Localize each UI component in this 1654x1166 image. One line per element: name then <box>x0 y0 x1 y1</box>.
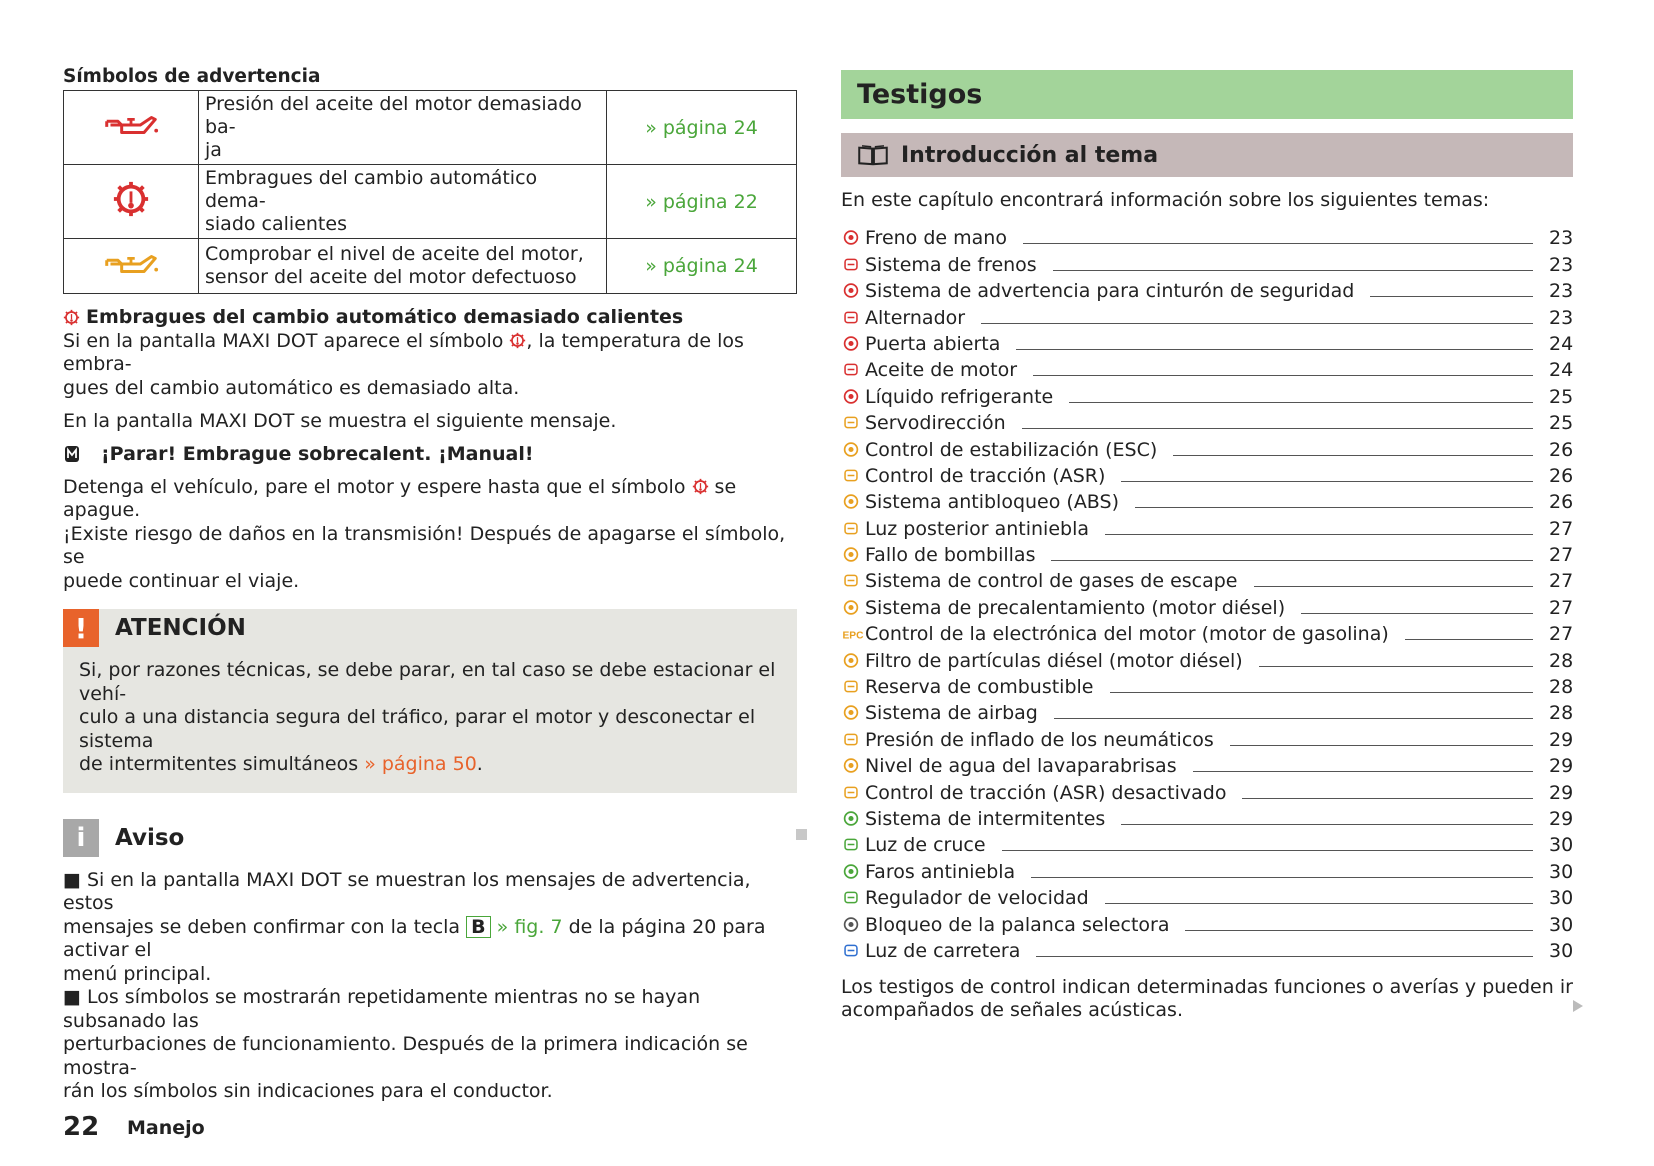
leader-line <box>1054 718 1533 719</box>
page-link[interactable]: » página 22 <box>607 165 797 239</box>
topic-row[interactable] <box>841 856 1573 882</box>
topic-page-number: 24 <box>1549 359 1574 382</box>
oil-level-yellow-icon <box>103 250 159 278</box>
topic-page-number: 28 <box>1549 676 1574 699</box>
notice-text: ■ Si en la pantalla MAXI DOT se muestran los mensajes de advertencia, estos mensajes se deben confirmar con la tecla B » fig. 7 de la página 20 para activar el menú principal. ■ Los símbolos se mostrarán repetidamente mientras no se hayan subsanado las perturbaciones de funcionamiento. Después de la primera indicación se mostra- rán los símbolos sin indicaciones para el conductor. <box>63 868 766 1102</box>
topic-label: Sistema de intermitentes <box>865 807 1106 830</box>
glow-plug-icon <box>841 599 861 616</box>
leader-line <box>1259 666 1533 667</box>
paragraph: Detenga el vehículo, pare el motor y espere hasta que el símbolo se apague. <box>63 475 737 521</box>
figure-link[interactable]: » fig. 7 <box>496 915 563 938</box>
page-number: 22 <box>63 1112 100 1142</box>
parking-brake-icon <box>841 229 861 246</box>
topic-label: Luz de cruce <box>865 834 986 857</box>
washer-fluid-icon <box>841 757 861 774</box>
topic-label: Faros antiniebla <box>865 860 1016 883</box>
leader-line <box>1185 930 1533 931</box>
topic-label: Control de estabilización (ESC) <box>865 438 1158 461</box>
topic-page-number: 30 <box>1549 939 1574 962</box>
warning-text: Si, por razones técnicas, se debe parar, en tal caso se debe estacionar el vehí- <box>79 659 776 705</box>
topic-row[interactable] <box>841 883 1573 909</box>
warning-symbols-table <box>63 90 797 294</box>
leader-line <box>1105 534 1533 535</box>
topic-page-number: 23 <box>1549 253 1574 276</box>
topic-page-number: 30 <box>1549 887 1574 910</box>
table-row <box>64 239 797 294</box>
topic-page-number: 27 <box>1549 596 1574 619</box>
alternator-icon <box>841 309 861 326</box>
leader-line <box>1110 692 1534 693</box>
table-cell-text: sensor del aceite del motor defectuoso <box>205 266 577 288</box>
closing-text: Los testigos de control indican determinadas funciones o averías y pueden ir acompañados de señales acústicas. <box>841 975 1573 1022</box>
topic-label: Nivel de agua del lavaparabrisas <box>865 755 1177 778</box>
leader-line <box>1036 956 1533 957</box>
topic-page-number: 30 <box>1549 834 1574 857</box>
leader-line <box>1051 560 1533 561</box>
topic-label: Sistema de airbag <box>865 702 1038 725</box>
leader-line <box>1105 903 1533 904</box>
topic-label: Control de tracción (ASR) desactivado <box>865 781 1227 804</box>
leader-line <box>1135 507 1533 508</box>
gearbox-temp-red-icon <box>509 332 526 349</box>
topic-label: Líquido refrigerante <box>865 385 1054 408</box>
topic-label: Bloqueo de la palanca selectora <box>865 913 1170 936</box>
intro-title-bar <box>841 133 1573 177</box>
paragraph: puede continuar el viaje. <box>63 569 300 592</box>
paragraph: Si en la pantalla MAXI DOT aparece el símbolo , la temperatura de los embra- <box>63 329 744 375</box>
table-cell-text: Comprobar el nivel de aceite del motor, <box>205 243 584 265</box>
topic-page-number: 30 <box>1549 860 1574 883</box>
low-beam-icon <box>841 836 861 853</box>
paragraph: gues del cambio automático es demasiado alta. <box>63 376 520 399</box>
topic-page-number: 25 <box>1549 412 1574 435</box>
topic-row[interactable] <box>841 672 1573 698</box>
warning-box: ! ATENCIÓN Si, por razones técnicas, se debe parar, en tal caso se debe estacionar el vehí- culo a una distancia segura del tráfico, parar el motor y desconectar el sistema de intermitentes simultáneos » página 50. <box>63 609 797 793</box>
topic-label: Sistema antibloqueo (ABS) <box>865 491 1119 514</box>
topic-label: Luz posterior antiniebla <box>865 517 1090 540</box>
leader-line <box>1016 349 1533 350</box>
key-b-badge: B <box>466 916 490 938</box>
topic-row[interactable] <box>841 434 1573 460</box>
topic-label: Servodirección <box>865 412 1006 435</box>
epc-icon <box>841 625 864 642</box>
leader-line <box>1254 586 1534 587</box>
paragraph: En la pantalla MAXI DOT se muestra el siguiente mensaje. <box>63 410 617 432</box>
topic-row[interactable] <box>841 223 1573 249</box>
topic-page-number: 23 <box>1549 280 1574 303</box>
topic-page-number: 26 <box>1549 464 1574 487</box>
warning-title: ATENCIÓN <box>115 615 246 641</box>
topic-list <box>841 223 1573 962</box>
notice-title: Aviso <box>115 824 185 851</box>
display-message: ¡Parar! Embrague sobrecalent. ¡Manual! <box>63 442 797 466</box>
coolant-icon <box>841 388 861 405</box>
abs-icon <box>841 493 861 510</box>
leader-line <box>1301 613 1533 614</box>
topic-label: Control de tracción (ASR) <box>865 464 1106 487</box>
topic-page-number: 27 <box>1549 544 1574 567</box>
tyre-pressure-icon <box>841 731 861 748</box>
leader-line <box>1230 745 1533 746</box>
asr-icon <box>841 467 861 484</box>
topic-row[interactable] <box>841 276 1573 302</box>
topic-row[interactable] <box>841 302 1573 328</box>
topic-label: Alternador <box>865 306 966 329</box>
gearbox-temp-red-icon <box>63 309 80 326</box>
intro-text: En este capítulo encontrará información sobre los siguientes temas: <box>841 189 1490 211</box>
topic-page-number: 24 <box>1549 332 1574 355</box>
page-link[interactable]: » página 24 <box>607 239 797 294</box>
gearbox-temp-red-icon <box>112 180 150 218</box>
door-open-icon <box>841 335 861 352</box>
fog-light-icon <box>841 863 861 880</box>
leader-line <box>1121 481 1533 482</box>
leader-line <box>981 323 1533 324</box>
topic-label: Sistema de precalentamiento (motor diésel) <box>865 596 1286 619</box>
topic-page-number: 27 <box>1549 570 1574 593</box>
topic-label: Regulador de velocidad <box>865 887 1089 910</box>
topic-row[interactable] <box>841 329 1573 355</box>
esc-icon <box>841 441 861 458</box>
bulb-fail-icon <box>841 546 861 563</box>
topic-label: Puerta abierta <box>865 332 1001 355</box>
topic-page-number: 28 <box>1549 649 1574 672</box>
page-link[interactable]: » página 24 <box>607 91 797 165</box>
topic-row[interactable] <box>841 909 1573 935</box>
airbag-icon <box>841 704 861 721</box>
svg-text:EPC: EPC <box>842 630 864 642</box>
leader-line <box>1033 375 1533 376</box>
leader-line <box>1193 771 1533 772</box>
selector-lock-icon <box>841 916 861 933</box>
topic-row[interactable] <box>841 408 1573 434</box>
continue-arrow-icon <box>1573 1000 1583 1012</box>
topic-label: Control de la electrónica del motor (motor de gasolina) <box>865 623 1389 646</box>
leader-line <box>1405 639 1533 640</box>
warning-text: culo a una distancia segura del tráfico, parar el motor y desconectar el sistema <box>79 706 756 752</box>
topic-row[interactable] <box>841 724 1573 750</box>
seatbelt-icon <box>841 282 861 299</box>
topic-row[interactable] <box>841 381 1573 407</box>
exclamation-icon: ! <box>63 609 99 647</box>
topic-row[interactable] <box>841 540 1573 566</box>
end-of-section-marker <box>796 829 807 840</box>
chapter-title: Testigos <box>857 79 983 110</box>
topic-page-number: 23 <box>1549 227 1574 250</box>
topic-page-number: 29 <box>1549 781 1574 804</box>
topic-row[interactable] <box>841 698 1573 724</box>
table-cell-text: Presión del aceite del motor demasiado ba- <box>205 93 582 138</box>
cruise-control-icon <box>841 889 861 906</box>
topic-row[interactable] <box>841 830 1573 856</box>
topic-page-number: 27 <box>1549 623 1574 646</box>
topic-page-number: 26 <box>1549 491 1574 514</box>
fuel-icon <box>841 678 861 695</box>
chapter-title-bar <box>841 70 1573 119</box>
topic-row[interactable] <box>841 619 1573 645</box>
high-beam-icon <box>841 942 861 959</box>
topic-page-number: 29 <box>1549 728 1574 751</box>
leader-line <box>1370 296 1533 297</box>
topic-row[interactable] <box>841 592 1573 618</box>
leader-line <box>1173 455 1533 456</box>
leader-line <box>1022 428 1533 429</box>
gearbox-temp-red-icon <box>692 478 709 495</box>
footer-section: Manejo <box>127 1117 205 1139</box>
topic-page-number: 27 <box>1549 517 1574 540</box>
section-title: Símbolos de advertencia <box>63 66 321 87</box>
topic-label: Freno de mano <box>865 227 1007 250</box>
maxi-dot-message-icon <box>63 444 83 464</box>
warning-text: de intermitentes simultáneos <box>79 753 359 775</box>
topic-label: Sistema de advertencia para cinturón de seguridad <box>865 280 1355 303</box>
leader-line <box>1031 877 1533 878</box>
topic-label: Sistema de control de gases de escape <box>865 570 1238 593</box>
leader-line <box>1002 850 1533 851</box>
topic-row[interactable] <box>841 461 1573 487</box>
info-icon: i <box>63 819 99 857</box>
table-row <box>64 91 797 165</box>
emission-icon <box>841 572 861 589</box>
topic-page-number: 29 <box>1549 807 1574 830</box>
topic-page-number: 29 <box>1549 755 1574 778</box>
asr-off-icon <box>841 784 861 801</box>
topic-page-number: 23 <box>1549 306 1574 329</box>
topic-label: Presión de inflado de los neumáticos <box>865 728 1214 751</box>
subsection-heading: Embragues del cambio automático demasiado calientes <box>63 306 797 330</box>
topic-label: Reserva de combustible <box>865 676 1094 699</box>
book-icon <box>857 144 889 166</box>
leader-line <box>1023 243 1533 244</box>
leader-line <box>1121 824 1533 825</box>
topic-row[interactable] <box>841 355 1573 381</box>
leader-line <box>1053 270 1533 271</box>
topic-row[interactable] <box>841 645 1573 671</box>
topic-page-number: 28 <box>1549 702 1574 725</box>
topic-label: Fallo de bombillas <box>865 544 1036 567</box>
topic-row[interactable] <box>841 249 1573 275</box>
topic-row[interactable] <box>841 566 1573 592</box>
right-column <box>841 70 1573 1023</box>
table-cell-text: ja <box>205 139 222 161</box>
topic-page-number: 25 <box>1549 385 1574 408</box>
table-cell-text: siado calientes <box>205 213 347 235</box>
power-steering-icon <box>841 414 861 431</box>
leader-line <box>1242 798 1533 799</box>
intro-title: Introducción al tema <box>901 142 1159 168</box>
topic-row[interactable] <box>841 936 1573 962</box>
topic-page-number: 30 <box>1549 913 1574 936</box>
topic-page-number: 26 <box>1549 438 1574 461</box>
page-link[interactable]: » página 50 <box>364 753 477 775</box>
topic-label: Aceite de motor <box>865 359 1018 382</box>
engine-oil-icon <box>841 361 861 378</box>
topic-row[interactable] <box>841 751 1573 777</box>
topic-row[interactable] <box>841 804 1573 830</box>
table-row <box>64 165 797 239</box>
topic-row[interactable] <box>841 777 1573 803</box>
oil-pressure-red-icon <box>103 111 159 139</box>
topic-label: Luz de carretera <box>865 939 1021 962</box>
topic-row[interactable] <box>841 513 1573 539</box>
table-cell-text: Embragues del cambio automático dema- <box>205 167 538 212</box>
left-column <box>63 66 797 1104</box>
topic-label: Filtro de partículas diésel (motor diésel) <box>865 649 1243 672</box>
leader-line <box>1069 402 1533 403</box>
paragraph: ¡Existe riesgo de daños en la transmisión! Después de apagarse el símbolo, se <box>63 522 786 568</box>
topic-row[interactable] <box>841 487 1573 513</box>
dpf-icon <box>841 652 861 669</box>
rear-fog-icon <box>841 520 861 537</box>
topic-label: Sistema de frenos <box>865 253 1037 276</box>
turn-signal-icon <box>841 810 861 827</box>
notice-header <box>63 819 797 857</box>
brake-system-icon <box>841 256 861 273</box>
